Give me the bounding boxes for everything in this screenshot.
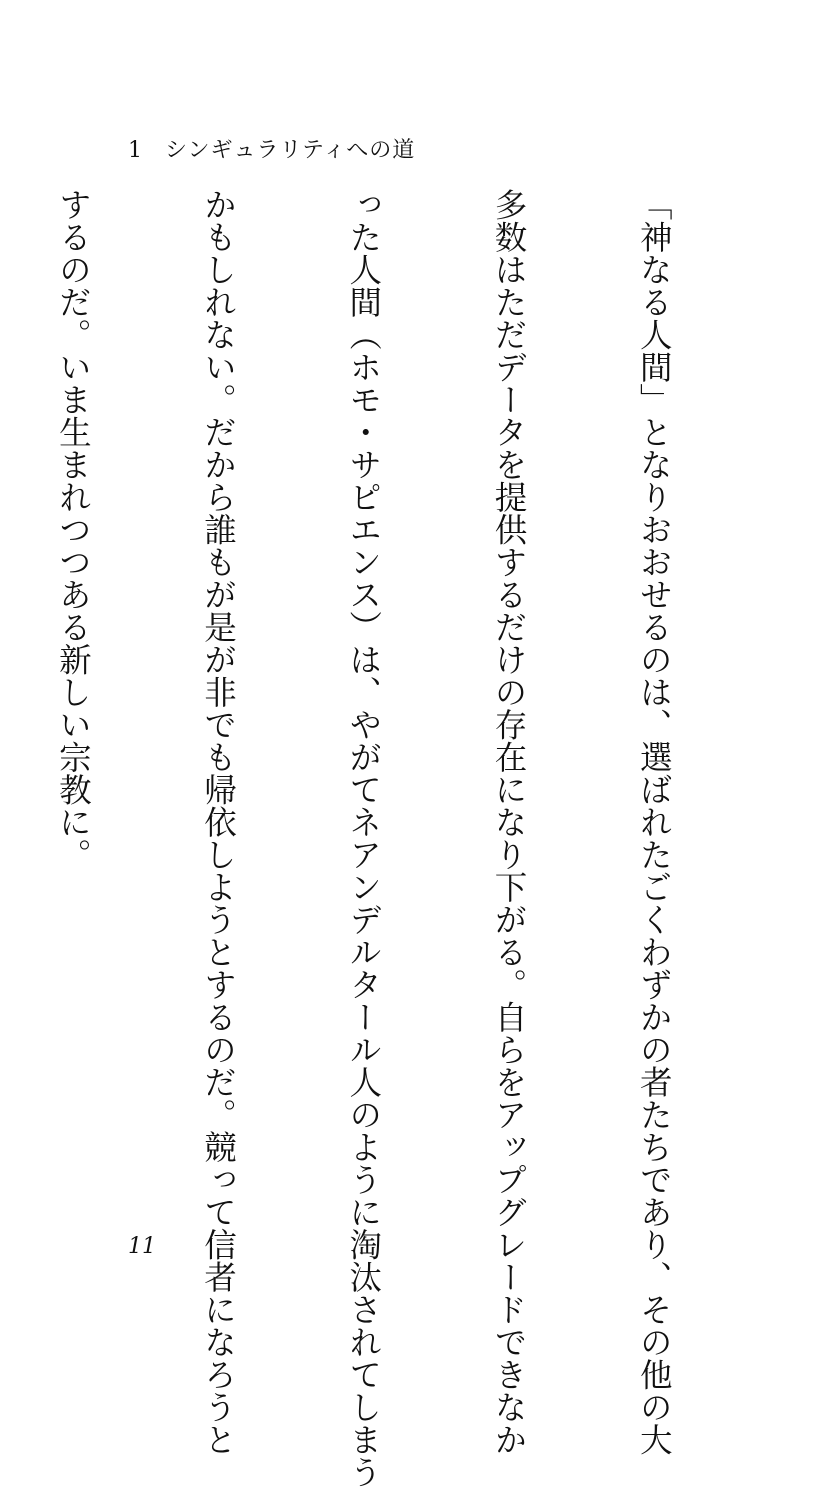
text-line: 「神なる人間」となりおおせるのは、選ばれたごくわずかの者たちであり、その他の大 (635, 188, 674, 1456)
text-line: 多数はただデータを提供するだけの存在になり下がる。自らをアップグレードできなか (489, 188, 528, 1456)
text-line: った人間（ホモ・サピエンス）は、やがてネアンデルタール人のように淘汰されてしまう (344, 188, 383, 1488)
text-line: するのだ。いま生まれつつある新しい宗教に。 (54, 188, 93, 871)
page-number: 11 (128, 1234, 156, 1259)
chapter-number: 1 (128, 138, 143, 163)
chapter-title: シンギュラリティへの道 (165, 138, 416, 163)
text-line: かもしれない。だから誰もが是が非でも帰依しようとするのだ。競って信者になろうと (199, 188, 238, 1456)
running-header (128, 136, 415, 166)
